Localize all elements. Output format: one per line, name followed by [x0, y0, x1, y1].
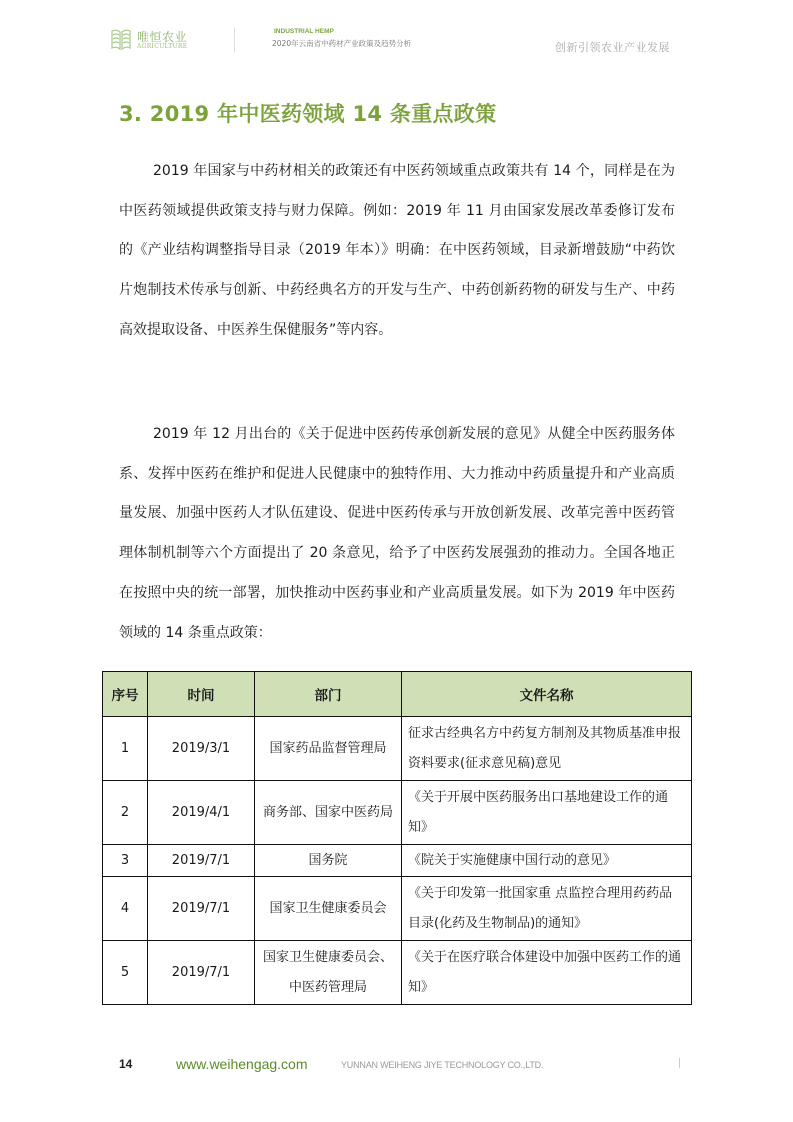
cell-date: 2019/7/1	[148, 877, 255, 941]
cell-date: 2019/4/1	[148, 781, 255, 845]
cell-index: 4	[103, 877, 148, 941]
table-row	[103, 941, 692, 1005]
cell-index: 3	[103, 845, 148, 877]
footer-company: YUNNAN WEIHENG JIYE TECHNOLOGY CO.,LTD.	[341, 1060, 544, 1070]
cell-department: 商务部、国家中医药局	[255, 781, 402, 845]
paragraph-text: 2019 年国家与中药材相关的政策还有中医药领域重点政策共有 14 个，同样是在为中医药领域提供政策支持与财力保障。例如：2019 年 11 月由国家发展改革委修订发布的《产业结构调整指导目录（2019 年本）》明确：在中医药领域，目录新增鼓励“中药饮片炮制技术传承与创新、中药经典名方的开发与生产、中药创新药物的研发与生产、中药高效提取设备、中医养生保健服务”等内容。	[119, 163, 675, 338]
table-row	[103, 717, 692, 781]
logo-leaf-icon	[110, 27, 132, 51]
table-row	[103, 781, 692, 845]
cell-department: 国家卫生健康委员会、中医药管理局	[255, 941, 402, 1005]
footer-divider	[679, 1058, 680, 1068]
cell-department: 国家药品监督管理局	[255, 717, 402, 781]
header-divider	[234, 28, 235, 52]
cell-document: 《关于开展中医药服务出口基地建设工作的通知》	[402, 781, 692, 845]
paragraph-2	[119, 415, 675, 653]
company-logo	[110, 27, 200, 53]
page-number: 14	[119, 1057, 133, 1071]
header-index: 序号	[103, 672, 148, 717]
cell-date: 2019/7/1	[148, 845, 255, 877]
cell-department: 国家卫生健康委员会	[255, 877, 402, 941]
cell-department: 国务院	[255, 845, 402, 877]
cell-index: 5	[103, 941, 148, 1005]
header-subtitle-cn: 2020年云南省中药材产业政策及趋势分析	[272, 39, 412, 48]
cell-date: 2019/7/1	[148, 941, 255, 1005]
logo-text-cn: 唯恒农业	[137, 30, 188, 44]
cell-index: 1	[103, 717, 148, 781]
table-row	[103, 845, 692, 877]
header-slogan: 创新引领农业产业发展	[555, 41, 670, 54]
policy-table	[102, 671, 692, 1005]
cell-document: 征求古经典名方中药复方制剂及其物质基准申报资料要求(征求意见稿)意见	[402, 717, 692, 781]
header-subtitle-en: INDUSTRIAL HEMP	[274, 28, 334, 35]
cell-document: 《关于在医疗联合体建设中加强中医药工作的通知》	[402, 941, 692, 1005]
header-date: 时间	[148, 672, 255, 717]
paragraph-text: 2019 年 12 月出台的《关于促进中医药传承创新发展的意见》从健全中医药服务体系、发挥中医药在维护和促进人民健康中的独特作用、大力推动中药质量提升和产业高质量发展、加强中医药人才队伍建设、促进中医药传承与开放创新发展、改革完善中医药管理体制机制等六个方面提出了 20 条意见，给予了中医药发展强劲的推动力。全国各地正在按照中央的统一部署，加快推动中医药事业和产业高质量发展。如下为 2019 年中医药领域的 14 条重点政策：	[119, 426, 675, 641]
paragraph-1	[119, 152, 675, 351]
page-header	[0, 0, 793, 70]
cell-index: 2	[103, 781, 148, 845]
header-department: 部门	[255, 672, 402, 717]
table-header-row	[103, 672, 692, 717]
cell-document: 《关于印发第一批国家重 点监控合理用药药品目录(化药及生物制品)的通知》	[402, 877, 692, 941]
table-row	[103, 877, 692, 941]
footer-url-link[interactable]: www.weihengag.com	[176, 1056, 308, 1072]
cell-date: 2019/3/1	[148, 717, 255, 781]
section-title: 3. 2019 年中医药领域 14 条重点政策	[119, 102, 497, 126]
logo-text-en: AGRICULTURE	[137, 43, 188, 50]
header-document: 文件名称	[402, 672, 692, 717]
cell-document: 《院关于实施健康中国行动的意见》	[402, 845, 692, 877]
